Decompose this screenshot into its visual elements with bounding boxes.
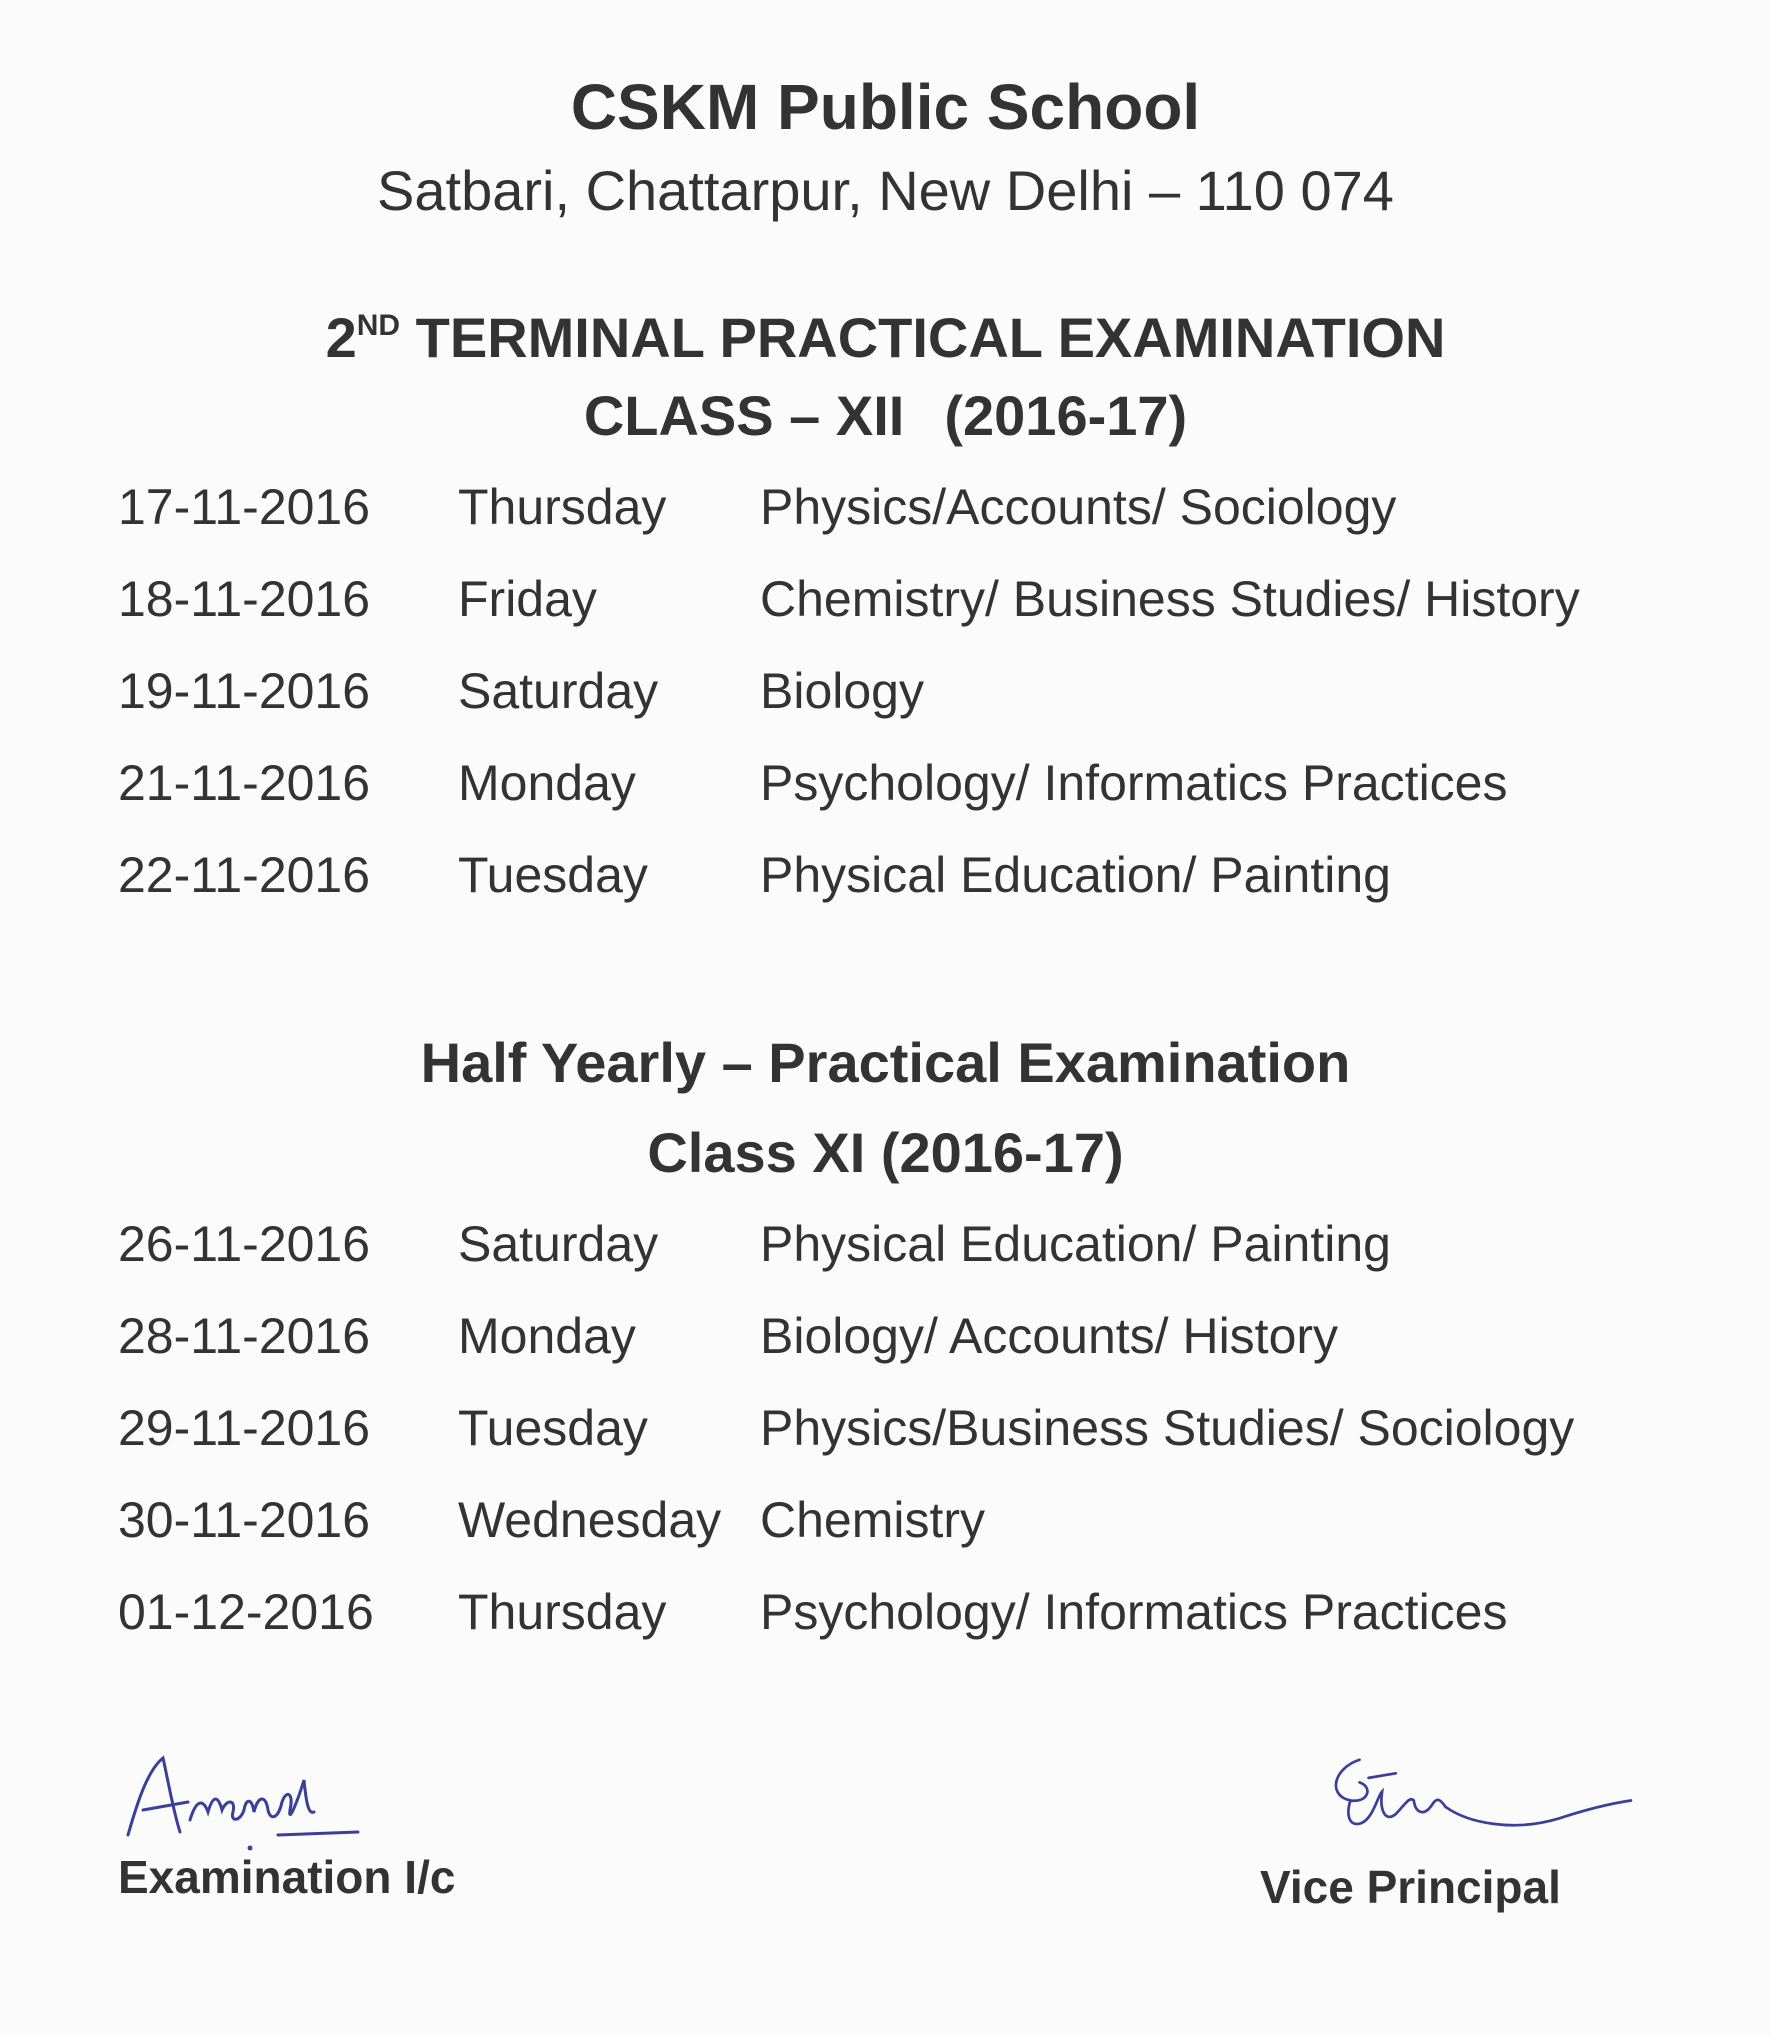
vice-principal-label: Vice Principal [1260, 1861, 1561, 1913]
row-date: 21-11-2016 [118, 755, 371, 811]
vice-principal-signature-block [1260, 1745, 1640, 1913]
section2-class: Class XI (2016-17) [647, 1121, 1124, 1184]
section1-title-prefix: 2 [325, 306, 357, 369]
section1-title-sup: ND [356, 309, 401, 342]
school-address: Satbari, Chattarpur, New Delhi – 110 074 [377, 159, 1394, 222]
row-date: 28-11-2016 [118, 1308, 371, 1364]
row-date: 18-11-2016 [118, 571, 371, 627]
row-day: Friday [458, 571, 597, 627]
row-date: 19-11-2016 [118, 663, 371, 719]
row-subjects: Psychology/ Informatics Practices [760, 755, 1508, 811]
handwritten-signature-left [118, 1740, 498, 1860]
row-date: 26-11-2016 [118, 1216, 371, 1272]
section1-title-rest: TERMINAL PRACTICAL EXAMINATION [415, 306, 1446, 369]
row-date: 01-12-2016 [118, 1584, 374, 1640]
exam-incharge-signature-block [118, 1740, 498, 1903]
row-subjects: Physical Education/ Painting [760, 1216, 1391, 1272]
row-day: Tuesday [458, 1400, 648, 1456]
row-date: 17-11-2016 [118, 479, 371, 535]
row-subjects: Physics/Business Studies/ Sociology [760, 1400, 1575, 1456]
row-day: Monday [458, 755, 636, 811]
row-date: 29-11-2016 [118, 1400, 371, 1456]
row-subjects: Chemistry/ Business Studies/ History [760, 571, 1580, 627]
row-subjects: Psychology/ Informatics Practices [760, 1584, 1508, 1640]
row-day: Wednesday [458, 1492, 722, 1548]
row-day: Saturday [458, 1216, 659, 1272]
row-day: Saturday [458, 663, 659, 719]
section1-class-label: CLASS – XII [583, 384, 905, 447]
row-day: Thursday [458, 1584, 667, 1640]
row-day: Thursday [458, 479, 667, 535]
row-date: 30-11-2016 [118, 1492, 371, 1548]
row-subjects: Biology/ Accounts/ History [760, 1308, 1339, 1364]
row-day: Monday [458, 1308, 636, 1364]
handwritten-signature-right [1260, 1745, 1640, 1865]
row-subjects: Chemistry [760, 1492, 986, 1548]
exam-incharge-label: Examination I/c [118, 1851, 456, 1903]
school-name: CSKM Public School [570, 71, 1201, 143]
row-date: 22-11-2016 [118, 847, 371, 903]
section1-year: (2016-17) [944, 384, 1188, 447]
row-subjects: Physics/Accounts/ Sociology [760, 479, 1397, 535]
section1-title [0, 305, 1771, 370]
row-subjects: Biology [760, 663, 924, 719]
row-day: Tuesday [458, 847, 648, 903]
section2-title: Half Yearly – Practical Examination [420, 1031, 1351, 1094]
row-subjects: Physical Education/ Painting [760, 847, 1391, 903]
section1-class [0, 383, 1771, 448]
